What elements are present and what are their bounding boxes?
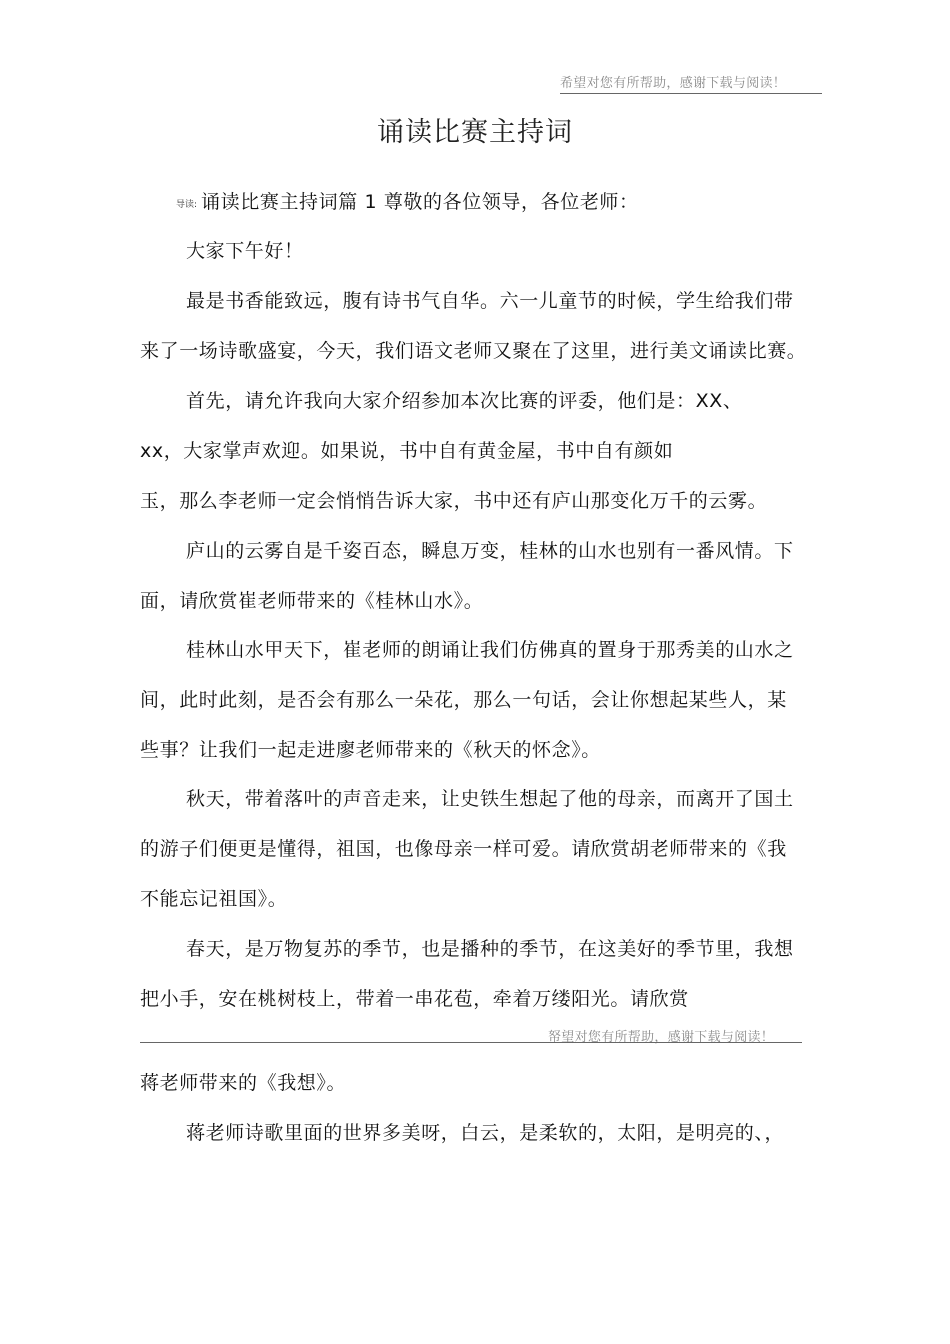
paragraph-line: 面，请欣赏崔老师带来的《桂林山水》。 <box>140 590 484 612</box>
paragraph-line: 的游子们便更是懂得，祖国，也像母亲一样可爱。请欣赏胡老师带来的《我 <box>140 838 787 860</box>
paragraph-line: 把小手，安在桃树枝上，带着一串花苞，牵着万缕阳光。请欣赏 <box>140 988 689 1010</box>
paragraph-line: 首先，请允许我向大家介绍参加本次比赛的评委，他们是：XX、 <box>186 390 743 412</box>
paragraph-line: xx，大家掌声欢迎。如果说，书中自有黄金屋，书中自有颜如 <box>140 440 674 462</box>
paragraph-line: 蒋老师诗歌里面的世界多美呀，白云，是柔软的，太阳，是明亮的、， <box>186 1122 785 1144</box>
paragraph-line: 蒋老师带来的《我想》。 <box>140 1072 347 1094</box>
paragraph-line: 间，此时此刻，是否会有那么一朵花，那么一句话，会让你想起某些人，某 <box>140 689 787 711</box>
footer-divider <box>140 1042 802 1043</box>
paragraph-line: 最是书香能致远，腹有诗书气自华。六一儿童节的时候，学生给我们带 <box>186 290 794 312</box>
intro-text: 诵读比赛主持词篇 1 尊敬的各位领导，各位老师： <box>201 191 639 213</box>
header-note: 希望对您有所帮助，感谢下载与阅读！ <box>560 72 822 94</box>
paragraph-line: 庐山的云雾自是千姿百态，瞬息万变，桂林的山水也别有一番风情。下 <box>186 540 794 562</box>
intro-line <box>176 190 639 217</box>
paragraph-line: 春天，是万物复苏的季节，也是播种的季节，在这美好的季节里，我想 <box>186 938 794 960</box>
intro-label: 导读: <box>176 200 198 210</box>
paragraph-line: 大家下午好！ <box>186 240 304 262</box>
paragraph-line: 来了一场诗歌盛宴，今天，我们语文老师又聚在了这里，进行美文诵读比赛。 <box>140 340 807 362</box>
paragraph-line: 不能忘记祖国》。 <box>140 888 288 910</box>
document-title: 诵读比赛主持词 <box>377 117 573 148</box>
paragraph-line: 桂林山水甲天下，崔老师的朗诵让我们仿佛真的置身于那秀美的山水之 <box>186 639 794 661</box>
paragraph-line: 玉，那么李老师一定会悄悄告诉大家，书中还有庐山那变化万千的云雾。 <box>140 490 768 512</box>
paragraph-line: 些事？让我们一起走进廖老师带来的《秋天的怀念》。 <box>140 739 601 761</box>
footer-note: 帑望对您有所帮助，感谢下载与阅读！ <box>548 1030 775 1045</box>
paragraph-line: 秋天，带着落叶的声音走来，让史铁生想起了他的母亲，而离开了国土 <box>186 788 794 810</box>
